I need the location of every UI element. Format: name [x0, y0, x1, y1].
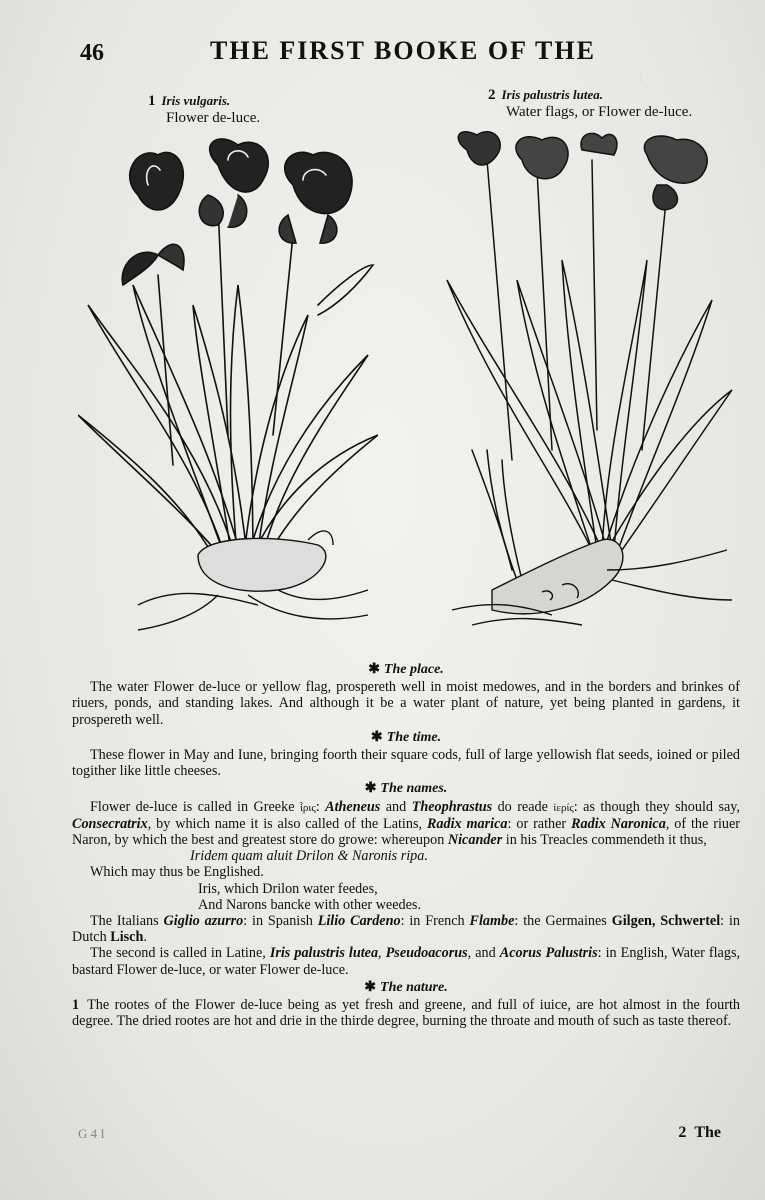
nature-paragraph: 1 The rootes of the Flower de-luce being as yet fresh and greene, and full of iuice, are hot almost in the fourth degree. The dried rootes are hot and drie in the thirde degree, burning the throate and mouth of such as taste thereof. [72, 997, 740, 1030]
names-paragraph-1: Flower de-luce is called in Greeke ἶρις: Atheneus and Theophrastus do reade ἰερίς: as though they should say, Consecratrix, by which name it is also called of the Latins, Radix marica: or rather Radix Naronica, of the riuer Naron, by which the best and greatest store do growe: whereupon Nicander in his Treacles commendeth it thus, [72, 798, 741, 849]
catchword: 2 The [678, 1124, 721, 1141]
page-number: 46 [80, 40, 104, 66]
names-paragraph-2: The Italians Giglio azurro: in Spanish Lilio Cardeno: in French Flambe: the Germaines Gilgen, Schwertel: in Dutch Lisch. [72, 913, 740, 946]
section-heading-names: ✱ The names. [364, 781, 448, 797]
asterism-icon: ✱ [370, 729, 383, 745]
latin-verse: Iridem quam aluit Drilon & Naronis ripa. [190, 848, 428, 865]
signature-mark: G 4 I [78, 1126, 105, 1141]
figure-2-vernacular-name: Water flags, or Flower de-luce. [506, 104, 693, 120]
running-head: THE FIRST BOOKE OF THE [210, 36, 596, 65]
section-heading-place: ✱ The place. [368, 662, 444, 677]
figure-1-caption [148, 92, 260, 127]
names-paragraph-3: The second is called in Latine, Iris palustris lutea, Pseudoacorus, and Acorus Palustris: in English, Water flags, bastard Flower de-luce, or water Flower de-luce. [72, 945, 741, 978]
iris-vulgaris-woodcut [78, 135, 378, 635]
time-paragraph: These flower in May and Iune, bringing foorth their square cods, full of large yellowish flat seeds, ioined or piled togither like little cheeses. [72, 747, 740, 780]
figure-2-latin-name: Iris palustris lutea. [501, 87, 604, 102]
section-heading-time: ✱ The time. [370, 729, 442, 745]
place-paragraph: The water Flower de-luce or yellow flag, prospereth well in moist medowes, and in the borders and brinkes of riuers, ponds, and standing lakes. And although it be a water plant of nature, yet being planted in gardens, it prospereth well. [72, 679, 740, 728]
figure-1-latin-name: Iris vulgaris. [161, 93, 231, 108]
asterism-icon: ✱ [368, 662, 380, 677]
iris-palustris-woodcut [432, 130, 737, 635]
body-text [72, 660, 740, 1029]
figure-2-number: 2 [488, 87, 496, 103]
asterism-icon: ✱ [364, 781, 377, 797]
figure-1-number: 1 [148, 93, 156, 109]
bleed-through-text: | [640, 70, 643, 84]
verse-line-1: Iris, which Drilon water feedes, [198, 880, 378, 897]
figure-2-caption [488, 86, 692, 121]
section-heading-nature: ✱ The nature. [364, 979, 448, 995]
verse-line-2: And Narons bancke with other weedes. [198, 896, 421, 913]
asterism-icon: ✱ [364, 979, 377, 995]
english-intro: Which may thus be Englished. [90, 864, 264, 881]
figure-1-vernacular-name: Flower de-luce. [166, 110, 261, 126]
